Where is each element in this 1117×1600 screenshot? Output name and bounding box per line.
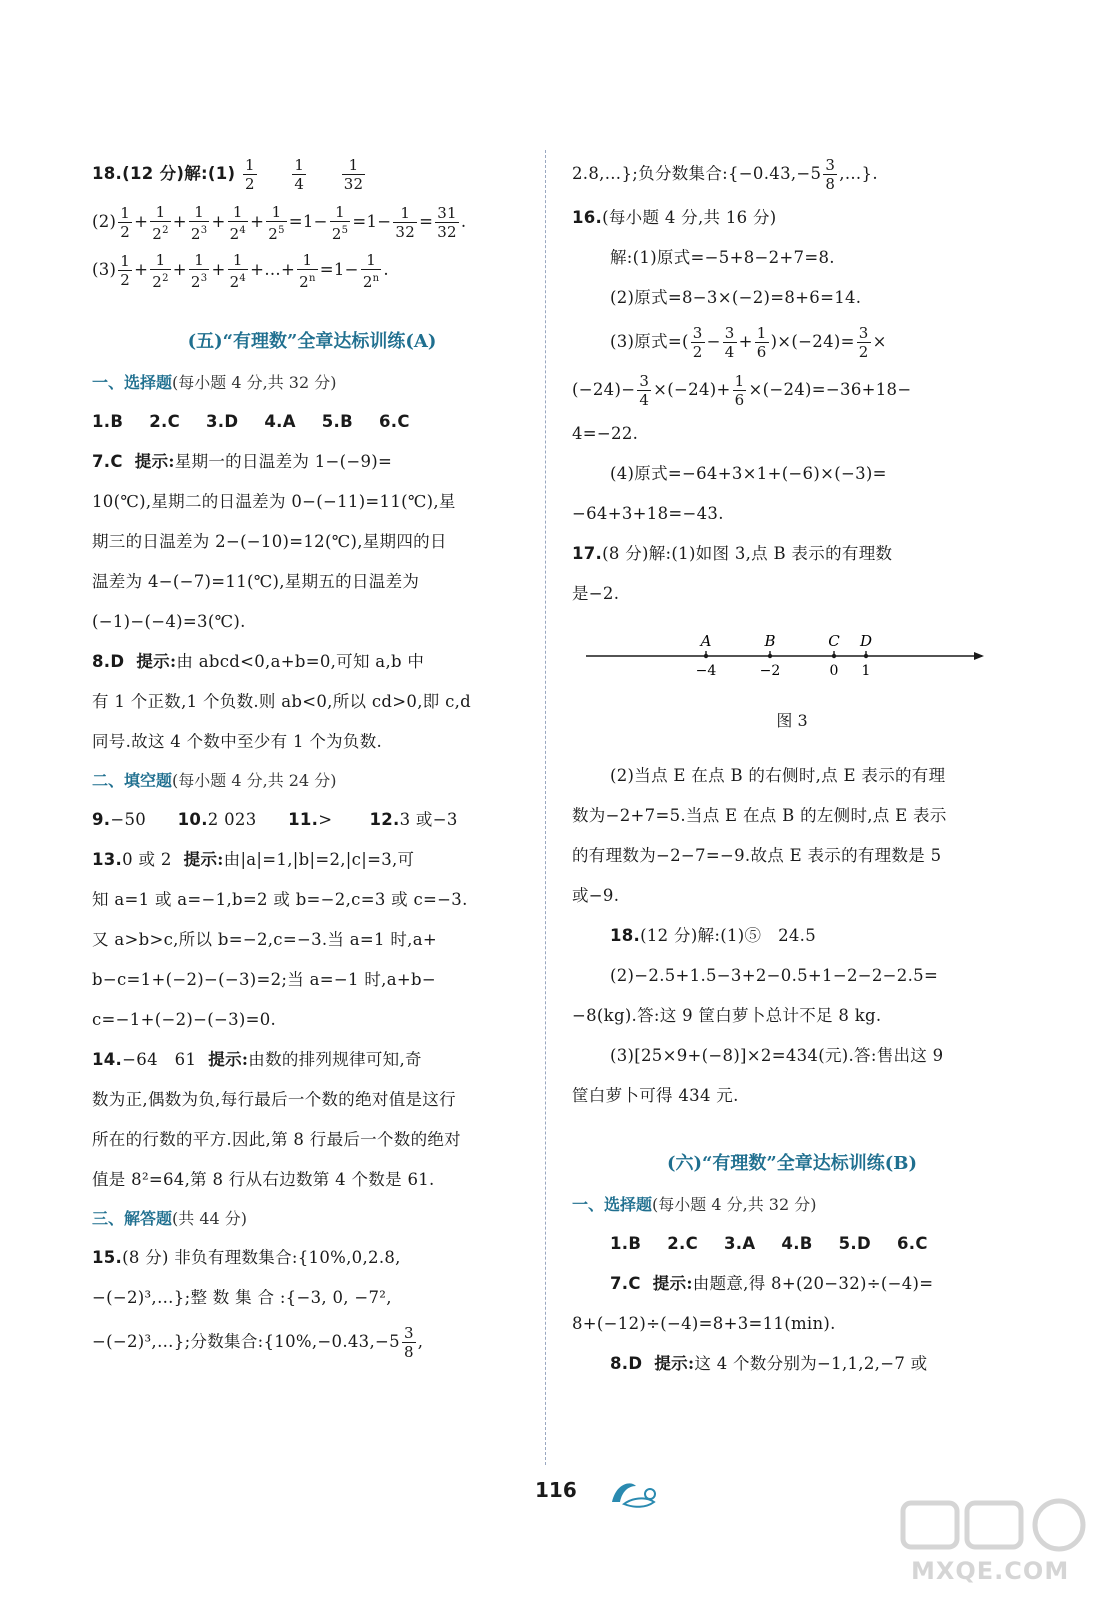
q13-line2: 知 a=1 或 a=−1,b=2 或 b=−2,c=3 或 c=−3. [92, 890, 468, 909]
q14-line4: 值是 8²=64,第 8 行从右边数第 4 个数是 61. [92, 1170, 435, 1189]
q16-line6: (4)原式=−64+3×1+(−6)×(−3)= [610, 464, 887, 483]
section-title-a: (五)“有理数”全章达标训练(A) [187, 331, 437, 352]
watermark-logo-icon [893, 1495, 1103, 1555]
q15-continued: 2.8,…};负分数集合:{−0.43,−5 $\frac{3}{8}$ ,…}. [572, 156, 878, 193]
q16-line5: 4=−22. [572, 424, 639, 443]
tick-label: −4 [695, 663, 717, 679]
q16-header: 16.(每小题 4 分,共 16 分) [572, 208, 777, 227]
point-label: D [859, 632, 873, 650]
page-number: 116 [535, 1478, 577, 1502]
q16-line3: (3)原式=( $\frac{3}{2}$ − $\frac{3}{4}$ + $\frac{1}{6}$ )×(−24)= $\frac{3}{2}$ × [610, 324, 887, 361]
q7-line2: 10(℃),星期二的日温差为 0−(−11)=11(℃),星 [92, 492, 456, 511]
q16-line7: −64+3+18=−43. [572, 504, 724, 523]
answers-1-6: 1.B 2.C 3.D 4.A 5.B 6.C [92, 412, 410, 431]
part-fill-header: 二、填空题(每小题 4 分,共 24 分) [92, 771, 337, 790]
q13-line4: b−c=1+(−2)−(−3)=2;当 a=−1 时,a+b− [92, 970, 436, 989]
q8b-line1: 8.D 提示:这 4 个数分别为−1,1,2,−7 或 [610, 1354, 928, 1373]
number-line-point [864, 654, 868, 658]
q18-part3: (3) $\frac{1}{2}$ + $\frac{1}{2^2}$ + $\frac{1}{2^3}$ + $\frac{1}{2^4}$ +…+ $\frac{1}{2^n}$ =1− $\frac{1}{2^n}$ . [92, 250, 389, 291]
q17-line6: 或−9. [572, 886, 620, 905]
q18-line1: 18.(12 分)解:(1)⑤ 24.5 [610, 926, 817, 945]
q14-line1: 14.−64 61 提示:由数的排列规律可知,奇 [92, 1050, 422, 1069]
number-line [572, 614, 992, 706]
q17-line5: 的有理数为−2−7=−9.故点 E 表示的有理数是 5 [572, 846, 942, 865]
q7-line3: 期三的日温差为 2−(−10)=12(℃),星期四的日 [92, 532, 447, 551]
right-column [572, 150, 1012, 1384]
q16-line4: (−24)− $\frac{3}{4}$ ×(−24)+ $\frac{1}{6}$ ×(−24)=−36+18− [572, 372, 912, 409]
q7-line4: 温差为 4−(−7)=11(℃),星期五的日温差为 [92, 572, 420, 591]
number-line-point [832, 654, 836, 658]
q13-line3: 又 a>b>c,所以 b=−2,c=−3.当 a=1 时,a+ [92, 930, 437, 949]
q15-line2: −(−2)³,…};整 数 集 合 :{−3, 0, −7², [92, 1288, 392, 1307]
watermark-text: MXQE.COM [911, 1557, 1070, 1585]
tick-label: −2 [759, 663, 781, 679]
q18-line2: (2)−2.5+1.5−3+2−0.5+1−2−2−2.5= [610, 966, 939, 985]
q7-line5: (−1)−(−4)=3(℃). [92, 612, 246, 631]
q8-line2: 有 1 个正数,1 个负数.则 ab<0,所以 cd>0,即 c,d [92, 692, 472, 711]
part-solve-header: 三、解答题(共 44 分) [92, 1209, 248, 1228]
q8-line3: 同号.故这 4 个数中至少有 1 个为负数. [92, 732, 383, 751]
section-title-b: (六)“有理数”全章达标训练(B) [667, 1153, 917, 1174]
q17-line3: (2)当点 E 在点 B 的右侧时,点 E 表示的有理 [610, 766, 946, 785]
fraction: $\frac{1}{32}$ [343, 156, 364, 193]
q18-line3: −8(kg).答:这 9 筐白萝卜总计不足 8 kg. [572, 1006, 882, 1025]
q13-line5: c=−1+(−2)−(−3)=0. [92, 1010, 277, 1029]
q7b-line1: 7.C 提示:由题意,得 8+(20−32)÷(−4)= [610, 1274, 934, 1293]
q7b-line2: 8+(−12)÷(−4)=8+3=11(min). [572, 1314, 836, 1333]
q13-line1: 13.0 或 2 提示:由|a|=1,|b|=2,|c|=3,可 [92, 850, 415, 869]
q17-line2: 是−2. [572, 584, 620, 603]
figure-caption: 图 3 [776, 711, 808, 730]
q17-line4: 数为−2+7=5.当点 E 在点 B 的左侧时,点 E 表示 [572, 806, 947, 825]
tick-label: 0 [829, 663, 839, 679]
tick-label: 1 [861, 663, 871, 679]
answers-9-12: 9.−50 10.2 023 11.> 12.3 或−3 [92, 810, 458, 829]
q18-part1: 18.(12 分)解:(1) $\frac{1}{2}$ $\frac{1}{4}$ $\frac{1}{32}$ [92, 156, 364, 193]
q14-line2: 数为正,偶数为负,每行最后一个数的绝对值是这行 [92, 1090, 456, 1109]
q18-part2: (2) $\frac{1}{2}$ + $\frac{1}{2^2}$ + $\frac{1}{2^3}$ + $\frac{1}{2^4}$ + $\frac{1}{2^5}$ =1− $\frac{1}{2^5}$ =1− $\frac{1}{32}$ = $\frac{31}{32}$ . [92, 202, 467, 243]
number-line-point [768, 654, 772, 658]
fraction: $\frac{1}{2}$ [244, 156, 255, 193]
point-label: A [700, 632, 712, 650]
answers-b-1-6: 1.B 2.C 3.A 4.B 5.D 6.C [610, 1234, 928, 1253]
point-label: B [764, 632, 776, 650]
q17-line1: 17.(8 分)解:(1)如图 3,点 B 表示的有理数 [572, 544, 893, 563]
q18-line5: 筐白萝卜可得 434 元. [572, 1086, 739, 1105]
left-column [92, 150, 532, 1366]
column-divider [545, 150, 546, 1465]
q18-line4: (3)[25×9+(−8)]×2=434(元).答:售出这 9 [610, 1046, 944, 1065]
number-line-figure [572, 614, 1012, 706]
q16-line2: (2)原式=8−3×(−2)=8+6=14. [610, 288, 862, 307]
q8-line1: 8.D 提示:由 abcd<0,a+b=0,可知 a,b 中 [92, 652, 425, 671]
q7-line1: 7.C 提示:星期一的日温差为 1−(−9)= [92, 452, 393, 471]
q15-line3: −(−2)³,…};分数集合:{10%,−0.43,−5 $\frac{3}{8}$ , [92, 1324, 424, 1361]
part-choice-header-b: 一、选择题(每小题 4 分,共 32 分) [572, 1195, 817, 1214]
point-label: C [828, 632, 840, 650]
fraction: $\frac{1}{4}$ [294, 156, 305, 193]
number-line-point [704, 654, 708, 658]
watermark [893, 1495, 1103, 1590]
part-choice-header: 一、选择题(每小题 4 分,共 32 分) [92, 373, 337, 392]
q15-line1: 15.(8 分) 非负有理数集合:{10%,0,2.8, [92, 1248, 401, 1267]
q16-line1: 解:(1)原式=−5+8−2+7=8. [610, 248, 835, 267]
leaf-logo-icon [606, 1476, 662, 1510]
q14-line3: 所在的行数的平方.因此,第 8 行最后一个数的绝对 [92, 1130, 461, 1149]
